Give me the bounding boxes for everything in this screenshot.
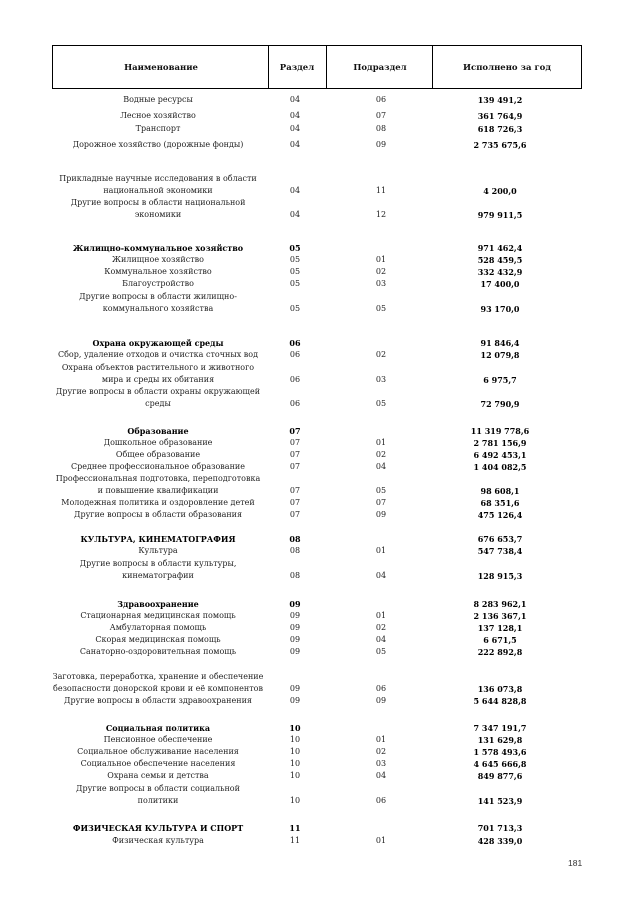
row-value: 98 608,1	[480, 486, 520, 496]
row-section: 09	[289, 684, 301, 693]
row-value: 139 491,2	[477, 95, 523, 105]
row-value: 4 200,0	[483, 186, 517, 196]
row-value: 2 781 156,9	[473, 438, 527, 448]
row-name: коммунального хозяйства	[102, 304, 214, 313]
row-name: Жилищно-коммунальное хозяйство	[72, 243, 244, 253]
row-subsection: 03	[375, 759, 387, 768]
row-name: Молодежная политика и оздоровление детей	[61, 498, 255, 507]
row-subsection: 09	[375, 140, 387, 149]
row-subsection: 04	[375, 571, 387, 580]
row-value: 11 319 778,6	[470, 426, 530, 436]
row-subsection: 04	[375, 462, 387, 471]
row-name: Транспорт	[135, 124, 181, 133]
header-divider	[326, 46, 327, 88]
row-name: Культура	[138, 546, 178, 555]
row-subsection: 09	[375, 696, 387, 705]
row-name: национальной экономики	[103, 186, 213, 195]
row-value: 4 645 666,8	[473, 759, 527, 769]
row-subsection: 05	[375, 399, 387, 408]
row-name: Охрана окружающей среды	[92, 338, 224, 348]
row-name: и повышение квалификации	[97, 486, 219, 495]
row-name: Другие вопросы в области здравоохранения	[64, 696, 252, 705]
row-name: среды	[145, 399, 171, 408]
row-name: Другие вопросы в области национальной	[70, 198, 246, 207]
row-value: 849 877,6	[477, 771, 523, 781]
row-section: 07	[289, 426, 301, 436]
row-subsection: 09	[375, 510, 387, 519]
row-value: 8 283 962,1	[473, 599, 527, 609]
page-number: 181	[568, 858, 583, 868]
row-section: 08	[289, 546, 301, 555]
row-subsection: 01	[375, 836, 387, 845]
row-section: 05	[289, 304, 301, 313]
row-name: Социальное обеспечение населения	[80, 759, 236, 768]
row-value: 528 459,5	[477, 255, 523, 265]
row-value: 131 629,8	[477, 735, 523, 745]
row-name: Стационарная медицинская помощь	[80, 611, 236, 620]
row-name: кинематографии	[122, 571, 194, 580]
row-section: 10	[289, 723, 301, 733]
row-subsection: 06	[375, 95, 387, 104]
row-name: Сбор, удаление отходов и очистка сточных вод	[57, 350, 259, 359]
row-subsection: 05	[375, 486, 387, 495]
row-value: 68 351,6	[480, 498, 520, 508]
row-value: 6 975,7	[483, 375, 517, 385]
row-name: Прикладные научные исследования в области	[59, 174, 257, 183]
row-name: Охрана семьи и детства	[107, 771, 209, 780]
row-value: 701 713,3	[477, 823, 523, 833]
row-section: 08	[289, 571, 301, 580]
row-section: 11	[289, 836, 301, 845]
row-name: политики	[137, 796, 179, 805]
row-section: 04	[289, 140, 301, 149]
row-section: 04	[289, 210, 301, 219]
row-section: 11	[289, 823, 301, 833]
row-value: 428 339,0	[477, 836, 523, 846]
row-value: 12 079,8	[480, 350, 520, 360]
row-subsection: 05	[375, 647, 387, 656]
row-name: Дорожное хозяйство (дорожные фонды)	[72, 140, 244, 149]
row-subsection: 07	[375, 498, 387, 507]
row-section: 07	[289, 498, 301, 507]
row-name: Пенсионное обеспечение	[103, 735, 213, 744]
row-subsection: 03	[375, 279, 387, 288]
row-name: Скорая медицинская помощь	[95, 635, 221, 644]
row-subsection: 08	[375, 124, 387, 133]
header-name: Наименование	[124, 63, 198, 73]
row-value: 361 764,9	[477, 111, 523, 121]
header-divider	[268, 46, 269, 88]
row-name: Благоустройство	[122, 279, 194, 288]
row-name: Другие вопросы в области культуры,	[79, 559, 237, 568]
header-section: Раздел	[279, 63, 315, 73]
row-value: 2 735 675,6	[473, 140, 527, 150]
row-name: Амбулаторная помощь	[109, 623, 207, 632]
row-name: Физическая культура	[112, 836, 204, 845]
row-value: 6 671,5	[483, 635, 517, 645]
row-section: 05	[289, 243, 301, 253]
row-value: 136 073,8	[477, 684, 523, 694]
row-section: 09	[289, 611, 301, 620]
row-value: 332 432,9	[477, 267, 523, 277]
row-subsection: 01	[375, 255, 387, 264]
row-subsection: 07	[375, 111, 387, 120]
row-section: 09	[289, 635, 301, 644]
row-section: 04	[289, 95, 301, 104]
row-subsection: 02	[375, 350, 387, 359]
row-name: Жилищное хозяйство	[112, 255, 204, 264]
row-subsection: 04	[375, 635, 387, 644]
row-section: 10	[289, 796, 301, 805]
row-section: 09	[289, 696, 301, 705]
row-name: Другие вопросы в области социальной	[76, 784, 240, 793]
row-name: Профессиональная подготовка, переподготовка	[55, 474, 261, 483]
row-name: Социальная политика	[105, 723, 211, 733]
row-name: Другие вопросы в области образования	[73, 510, 243, 519]
row-subsection: 02	[375, 450, 387, 459]
row-name: безопасности донорской крови и её компонентов	[53, 684, 263, 693]
row-section: 07	[289, 462, 301, 471]
row-subsection: 03	[375, 375, 387, 384]
row-section: 06	[289, 375, 301, 384]
row-section: 05	[289, 255, 301, 264]
header-subsection: Подраздел	[353, 63, 407, 73]
row-section: 09	[289, 599, 301, 609]
row-section: 04	[289, 124, 301, 133]
row-value: 91 846,4	[480, 338, 520, 348]
row-section: 05	[289, 279, 301, 288]
row-subsection: 01	[375, 611, 387, 620]
row-value: 979 911,5	[477, 210, 523, 220]
row-section: 07	[289, 450, 301, 459]
row-value: 93 170,0	[480, 304, 520, 314]
row-name: Социальное обслуживание населения	[77, 747, 239, 756]
row-value: 141 523,9	[477, 796, 523, 806]
header-executed: Исполнено за год	[462, 63, 552, 73]
row-section: 06	[289, 399, 301, 408]
row-name: Другие вопросы в области жилищно-	[79, 292, 237, 301]
row-value: 1 404 082,5	[473, 462, 527, 472]
row-value: 676 653,7	[477, 534, 523, 544]
row-value: 137 128,1	[477, 623, 523, 633]
row-subsection: 05	[375, 304, 387, 313]
row-value: 128 915,3	[477, 571, 523, 581]
row-name: Коммунальное хозяйство	[104, 267, 212, 276]
row-name: Общее образование	[115, 450, 201, 459]
row-section: 08	[289, 534, 301, 544]
row-section: 06	[289, 338, 301, 348]
row-subsection: 02	[375, 267, 387, 276]
row-name: Образование	[127, 426, 189, 436]
row-subsection: 06	[375, 684, 387, 693]
row-subsection: 01	[375, 546, 387, 555]
row-section: 10	[289, 771, 301, 780]
row-name: КУЛЬТУРА, КИНЕМАТОГРАФИЯ	[80, 534, 236, 544]
row-section: 10	[289, 747, 301, 756]
row-subsection: 04	[375, 771, 387, 780]
row-value: 2 136 367,1	[473, 611, 527, 621]
row-name: Заготовка, переработка, хранение и обеспечение	[52, 672, 264, 681]
row-subsection: 11	[375, 186, 387, 195]
row-value: 17 400,0	[480, 279, 520, 289]
row-name: Водные ресурсы	[123, 95, 193, 104]
row-section: 05	[289, 267, 301, 276]
row-section: 07	[289, 510, 301, 519]
header-divider	[432, 46, 433, 88]
row-name: ФИЗИЧЕСКАЯ КУЛЬТУРА И СПОРТ	[72, 823, 244, 833]
row-name: экономики	[134, 210, 182, 219]
row-value: 971 462,4	[477, 243, 523, 253]
row-name: Санаторно-оздоровительная помощь	[79, 647, 237, 656]
row-subsection: 02	[375, 747, 387, 756]
row-section: 10	[289, 735, 301, 744]
row-name: Дошкольное образование	[103, 438, 213, 447]
row-value: 5 644 828,8	[473, 696, 527, 706]
row-section: 04	[289, 186, 301, 195]
row-name: Другие вопросы в области охраны окружающей	[55, 387, 261, 396]
row-subsection: 01	[375, 735, 387, 744]
row-value: 72 790,9	[480, 399, 520, 409]
row-subsection: 12	[375, 210, 387, 219]
row-name: Здравоохранение	[117, 599, 199, 609]
row-subsection: 02	[375, 623, 387, 632]
row-section: 07	[289, 438, 301, 447]
row-section: 07	[289, 486, 301, 495]
row-value: 222 892,8	[477, 647, 523, 657]
row-value: 618 726,3	[477, 124, 523, 134]
row-section: 09	[289, 623, 301, 632]
row-section: 09	[289, 647, 301, 656]
row-value: 7 347 191,7	[473, 723, 527, 733]
row-section: 04	[289, 111, 301, 120]
row-subsection: 01	[375, 438, 387, 447]
row-name: Лесное хозяйство	[120, 111, 196, 120]
row-section: 06	[289, 350, 301, 359]
row-name: Охрана объектов растительного и животного	[61, 363, 255, 372]
row-value: 1 578 493,6	[473, 747, 527, 757]
row-name: мира и среды их обитания	[101, 375, 215, 384]
row-section: 10	[289, 759, 301, 768]
row-subsection: 06	[375, 796, 387, 805]
row-value: 547 738,4	[477, 546, 523, 556]
row-name: Среднее профессиональное образование	[71, 462, 245, 471]
row-value: 475 126,4	[477, 510, 523, 520]
table-header	[52, 45, 582, 89]
row-value: 6 492 453,1	[473, 450, 527, 460]
